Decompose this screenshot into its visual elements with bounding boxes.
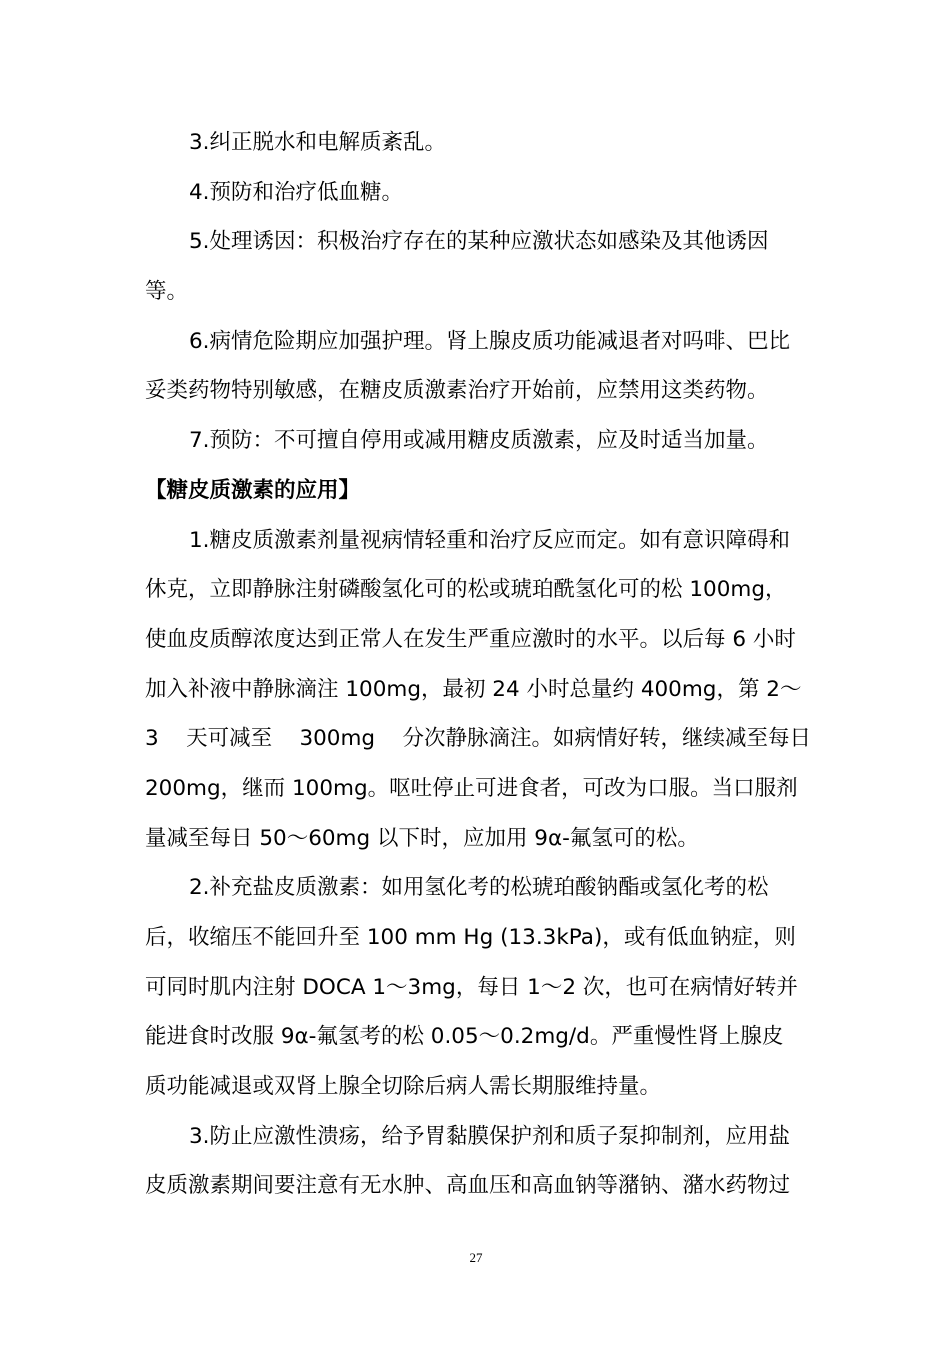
text-line: 后，收缩压不能回升至 100 mm Hg (13.3kPa)，或有低血钠症，则 xyxy=(145,925,796,950)
page-number: 27 xyxy=(469,1250,483,1265)
text-line: 加入补液中静脉滴注 100mg，最初 24 小时总量约 400mg，第 2～ xyxy=(145,676,802,702)
text-line: 6.病情危险期应加强护理。肾上腺皮质功能减退者对吗啡、巴比 xyxy=(189,328,791,354)
text-line: 使血皮质醇浓度达到正常人在发生严重应激时的水平。以后每 6 小时 xyxy=(145,626,796,652)
text-line: 休克，立即静脉注射磷酸氢化可的松或琥珀酰氢化可的松 100mg， xyxy=(145,577,787,603)
text-line: 3.纠正脱水和电解质紊乱。 xyxy=(189,130,447,155)
section-heading: 【糖皮质激素的应用】 xyxy=(145,477,361,503)
text-line: 3.防止应激性溃疡，给予胃黏膜保护剂和质子泵抑制剂，应用盐 xyxy=(189,1123,791,1149)
text-line: 3 天可减至 300mg 分次静脉滴注。如病情好转，继续减至每日 xyxy=(145,726,811,752)
text-line: 可同时肌内注射 DOCA 1～3mg，每日 1～2 次，也可在病情好转并 xyxy=(145,974,798,1000)
text-line: 2.补充盐皮质激素：如用氢化考的松琥珀酸钠酯或氢化考的松 xyxy=(189,875,769,901)
text-line: 7.预防：不可擅自停用或减用糖皮质激素，应及时适当加量。 xyxy=(189,428,769,454)
text-line: 4.预防和治疗低血糖。 xyxy=(189,179,404,205)
text-line: 质功能减退或双肾上腺全切除后病人需长期服维持量。 xyxy=(145,1074,662,1100)
text-line: 妥类药物特别敏感，在糖皮质激素治疗开始前，应禁用这类药物。 xyxy=(145,378,769,404)
text-line: 等。 xyxy=(145,279,189,305)
text-line: 量减至每日 50～60mg 以下时，应加用 9α-氟氢可的松。 xyxy=(145,825,699,851)
text-line: 能进食时改服 9α-氟氢考的松 0.05～0.2mg/d。严重慢性肾上腺皮 xyxy=(145,1024,784,1050)
text-line: 5.处理诱因：积极治疗存在的某种应激状态如感染及其他诱因 xyxy=(189,229,769,255)
text-line: 皮质激素期间要注意有无水肿、高血压和高血钠等潴钠、潴水药物过 xyxy=(145,1173,791,1199)
body-text xyxy=(145,118,811,1211)
text-line: 200mg，继而 100mg。呕吐停止可进食者，可改为口服。当口服剂 xyxy=(145,775,798,801)
text-line: 1.糖皮质激素剂量视病情轻重和治疗反应而定。如有意识障碍和 xyxy=(189,527,791,553)
